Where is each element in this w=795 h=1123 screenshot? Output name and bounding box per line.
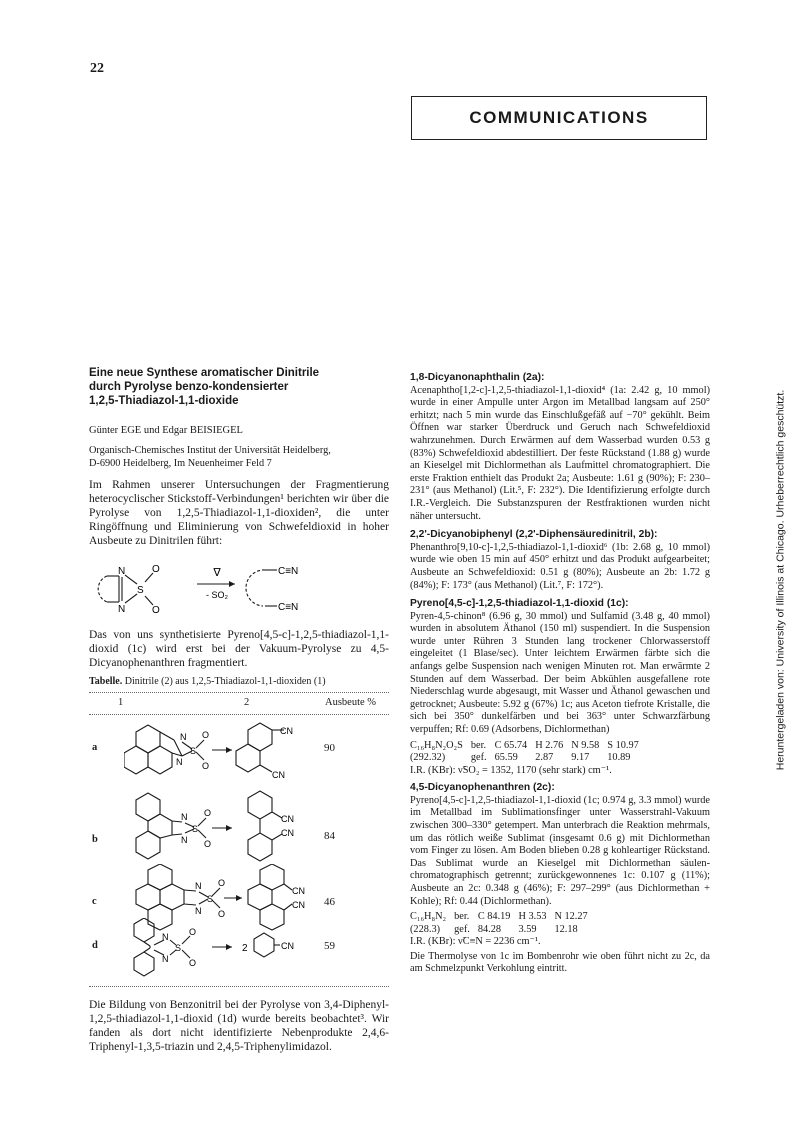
atom-n: N <box>118 604 126 615</box>
table-header-compound-2: 2 <box>244 697 250 708</box>
analysis-value: H 2.76 <box>535 739 564 751</box>
article-title <box>89 366 389 408</box>
table-caption <box>89 676 389 687</box>
formula: C₁₆H₈N₂O₂S <box>410 739 463 751</box>
atom-o: O <box>218 909 226 919</box>
reaction-arrowhead <box>229 581 235 587</box>
row-label: c <box>92 896 97 907</box>
atom-n: N <box>180 732 187 742</box>
heading-2c: 4,5-Dicyanophenanthren (2c): <box>410 782 555 794</box>
procedure-1c: Pyren-4,5-chinon⁸ (6.96 g, 30 mmol) und Sulfamid (3.48 g, 40 mmol) wurden in absolutem Äthanol (150 ml) suspendiert. In die Suspension wurde unter Rühren 3 Stunden lang trockener Chlorwasserstoff eingeleitet (1 Blase/sec). Unter leichtem Erwärmen färbte sich die anfangs gelbe Suspension nach wenigen Minuten rot. Man erwärmte 2 Stunden auf dem Wasserbad. Der beim Abkühlen ausgefallene rote Niederschlag wurde abgesaugt, mit Wasser und Äthanol gewaschen und getrocknet; Ausbeute: 5.92 g (67%) 1c; aus Aceton tiefrote Kristalle, die sich bei 350° dunkelfärben und bei 363° unter Schwarzfärbung verpuffen; Rf: 0.69 (Adsorbens, Dichlormethan) <box>410 610 710 736</box>
yield-value: 59 <box>324 940 335 952</box>
section-header <box>411 96 707 140</box>
table-header-compound-1: 1 <box>118 697 124 708</box>
analysis-row-calc <box>410 911 596 924</box>
nitrile-group: C≡N <box>278 602 299 613</box>
structure-row-d <box>124 918 394 990</box>
atom-n: N <box>181 812 188 822</box>
nitrile-label: CN <box>292 900 305 910</box>
paragraph-benzonitrile: Die Bildung von Benzonitril bei der Pyrolyse von 3,4-Diphenyl-1,2,5-thiadiazol-1,1-dioxid (1d) wurde bereits beobachtet³. Wir fanden als dort nicht identifizierte Nebenprodukte 2,4,6-Triphenyl-1,3,5-triazin und 2,4,5-Triphenylimidazol. <box>89 999 389 1053</box>
atom-s: S <box>190 746 197 756</box>
atom-n: N <box>162 932 169 942</box>
analysis-row-found <box>410 924 596 937</box>
analysis-row-calc <box>410 740 647 753</box>
product-chain-dashed <box>246 570 265 606</box>
atom-n: N <box>195 906 202 916</box>
analysis-value: S 10.97 <box>607 739 639 751</box>
atom-s: S <box>207 894 214 904</box>
atom-o: O <box>152 564 160 575</box>
bond <box>125 594 137 603</box>
table-caption-label: Tabelle. <box>89 676 123 687</box>
reaction-scheme <box>89 558 389 620</box>
analysis-table-2c <box>410 911 596 936</box>
title-line: durch Pyrolyse benzo-kondensierter <box>89 381 289 393</box>
intro-paragraph: Im Rahmen unserer Untersuchungen der Fragmentierung heterocyclischer Stickstoff-Verbindungen¹ berichten wir über die Pyrolyse von 1,2,5-Thiadiazol-1,1-dioxiden², die unter Ringöffnung und Eliminierung von Schwefeldioxid in hoher Ausbeute zu Dinitrilen führt: <box>89 479 389 547</box>
table-rule <box>89 714 389 715</box>
atom-s: S <box>137 585 144 596</box>
bond <box>145 596 153 605</box>
atom-o: O <box>218 878 226 888</box>
analysis-value: 2.87 <box>535 752 554 764</box>
nitrile-label: CN <box>272 770 285 780</box>
atom-n: N <box>176 757 183 767</box>
molar-mass: (228.3) <box>410 923 441 935</box>
analysis-value: N 12.27 <box>554 911 588 923</box>
analysis-value: C 84.19 <box>477 911 511 923</box>
atom-o: O <box>202 761 210 771</box>
atom-n: N <box>118 566 126 577</box>
analysis-value: N 9.58 <box>571 739 600 751</box>
nitrile-label: CN <box>280 726 293 736</box>
atom-o: O <box>204 808 212 818</box>
heading-1c: Pyreno[4,5-c]-1,2,5-thiadiazol-1,1-dioxid (1c): <box>410 598 629 610</box>
analysis-value: 3.59 <box>518 923 537 935</box>
structure-row-a <box>124 718 394 782</box>
atom-n: N <box>181 835 188 845</box>
title-line: 1,2,5-Thiadiazol-1,1-dioxide <box>89 395 239 407</box>
authors: Günter EGE und Edgar BEISIEGEL <box>89 425 243 436</box>
yield-value: 90 <box>324 742 335 754</box>
analysis-value: 65.59 <box>494 752 518 764</box>
analysis-value: 12.18 <box>554 923 578 935</box>
paragraph-pyreno: Das von uns synthetisierte Pyreno[4,5-c]-1,2,5-thiadiazol-1,1-dioxid (1c) wird erst bei der Vakuum-Pyrolyse zu 4,5-Dicyanophenanthren fragmentiert. <box>89 629 389 669</box>
nitrile-label: CN <box>281 941 294 951</box>
stoichiometric-coefficient: 2 <box>242 943 248 954</box>
procedure-2c: Pyreno[4,5-c]-1,2,5-thiadiazol-1,1-dioxid (1c; 0.974 g, 3.3 mmol) wurde im Metallbad im Sublimationsfinger unter Wasserstrahl-Vakuum zwischen 300–330° getempert. Man unterbrach die Reaktion mehrmals, um das rötlich weiße Sublimat (insgesamt 0.6 g) mit Dichlormethan vom Finger zu lösen. Am Boden blieben 0.28 g kohleartiger Rückstand. Das Sublimat wurde an Kieselgel mit Dichlormethan säulen-chromatographisch getrennt; zurückgewonnenes 1c: 0.107 g (11%); Ausbeute an 2c: 0.348 g (46%); F: 297–299° (aus Dichlormethan + Kohle); Rf: 0.44 (Dichlormethan). <box>410 794 710 907</box>
institution <box>89 445 389 470</box>
atom-o: O <box>152 605 160 616</box>
yield-value: 84 <box>324 830 335 842</box>
atom-s: S <box>192 824 199 834</box>
section-header-label: COMMUNICATIONS <box>469 108 649 127</box>
institution-line: Organisch-Chemisches Institut der Universität Heidelberg, <box>89 445 331 456</box>
nitrile-label: CN <box>292 886 305 896</box>
heading-2a: 1,8-Dicyanonaphthalin (2a): <box>410 372 545 383</box>
row-label: b <box>92 834 98 845</box>
structure-row-b <box>124 790 394 870</box>
analysis-row-found <box>410 752 647 765</box>
experimental-column <box>410 372 710 976</box>
ir-data-1c: I.R. (KBr): ν̃SO₂ = 1352, 1170 (sehr stark) cm⁻¹. <box>410 764 612 776</box>
so2-elimination: - SO₂ <box>206 590 228 600</box>
fused-ring-dashed <box>98 576 107 602</box>
analysis-type: gef. <box>470 752 487 764</box>
institution-line: D-6900 Heidelberg, Im Neuenheimer Feld 7 <box>89 457 272 469</box>
yield-value: 46 <box>324 896 335 908</box>
atom-o: O <box>189 958 197 968</box>
heat-symbol: ∇ <box>213 567 221 579</box>
nitrile-label: CN <box>281 828 294 838</box>
thermolysis-note: Die Thermolyse von 1c im Bombenrohr wie oben führt nicht zu 2c, da am Schmelzpunkt Verkohlung eintritt. <box>410 950 710 975</box>
heading-2b: 2,2'-Dicyanobiphenyl (2,2'-Diphensäuredinitril, 2b): <box>410 529 658 541</box>
atom-o: O <box>204 839 212 849</box>
analysis-type: gef. <box>454 923 470 935</box>
download-notice <box>772 370 788 790</box>
analysis-value: 84.28 <box>477 923 502 935</box>
nitrile-label: CN <box>281 814 294 824</box>
row-label: d <box>92 940 98 951</box>
title-line: Eine neue Synthese aromatischer Dinitrile <box>89 367 320 379</box>
analysis-type: ber. <box>470 739 487 751</box>
table-rule <box>89 986 389 987</box>
analysis-value: C 65.74 <box>494 739 528 751</box>
atom-n: N <box>195 881 202 891</box>
page-number: 22 <box>90 61 104 76</box>
analysis-type: ber. <box>454 911 470 923</box>
molar-mass: (292.32) <box>410 752 446 764</box>
table-caption-text: Dinitrile (2) aus 1,2,5-Thiadiazol-1,1-dioxiden (1) <box>124 676 326 687</box>
table-rule <box>89 692 389 693</box>
formula: C₁₆H₈N₂ <box>410 911 447 923</box>
analysis-value: 9.17 <box>571 752 590 764</box>
atom-o: O <box>202 730 210 740</box>
analysis-value: 10.89 <box>607 752 631 764</box>
atom-o: O <box>189 927 197 937</box>
download-notice-text: Heruntergeladen von: University of Illinois at Chicago. Urheberrechtlich geschützt. <box>774 389 786 771</box>
ir-data-2c: I.R. (KBr): ν̃C≡N = 2236 cm⁻¹. <box>410 936 541 948</box>
analysis-value: H 3.53 <box>518 911 547 923</box>
table-header-yield: Ausbeute % <box>325 697 377 708</box>
atom-n: N <box>162 954 169 964</box>
thiadiazole-ring <box>98 573 153 605</box>
bond <box>125 575 137 584</box>
nitrile-group: C≡N <box>278 566 299 577</box>
row-label: a <box>92 742 98 753</box>
analysis-table-1c <box>410 740 647 765</box>
procedure-2a: Acenaphtho[1,2-c]-1,2,5-thiadiazol-1,1-dioxid⁴ (1a: 2.42 g, 10 mmol) wurde in einer Ampulle unter Argon im Metallbad langsam auf 250° erhitzt; nach 5 min wurde das Einschlußgefäß auf −70° gekühlt. Beim Öffnen war starker Überdruck und Geruch nach Schwefeldioxid wahrzunehmen. Durch Erwärmen auf dem Wasserbad wurden 0.53 g (83%) Schwefeldioxid abdestilliert. Der feste Rückstand (1.88 g) wurde an Kieselgel mit Dichlormethan als Laufmittel chromatographiert. Die erste Fraktion enthielt das Produkt 2a; Ausbeute: 1.61 g (90%); F: 230–231° (aus Methanol) (Lit.⁵, F: 232°). Die Identifizierung erfolgte durch I.R.-Vergleich. Die Substanzspuren der Restfraktionen wurden nicht näher untersucht. <box>410 384 710 522</box>
procedure-2b: Phenanthro[9,10-c]-1,2,5-thiadiazol-1,1-dioxid⁶ (1b: 2.68 g, 10 mmol) wurde wie oben 15 min auf 450° erhitzt und das Produkt aufgearbeitet; Ausbeute an Schwefeldioxid: 0.51 g (80%); Ausbeute an 2b: 1.72 g (84%); F: 173° (aus Methanol) (Lit.⁷, F: 172°). <box>410 541 710 591</box>
atom-s: S <box>175 943 182 953</box>
